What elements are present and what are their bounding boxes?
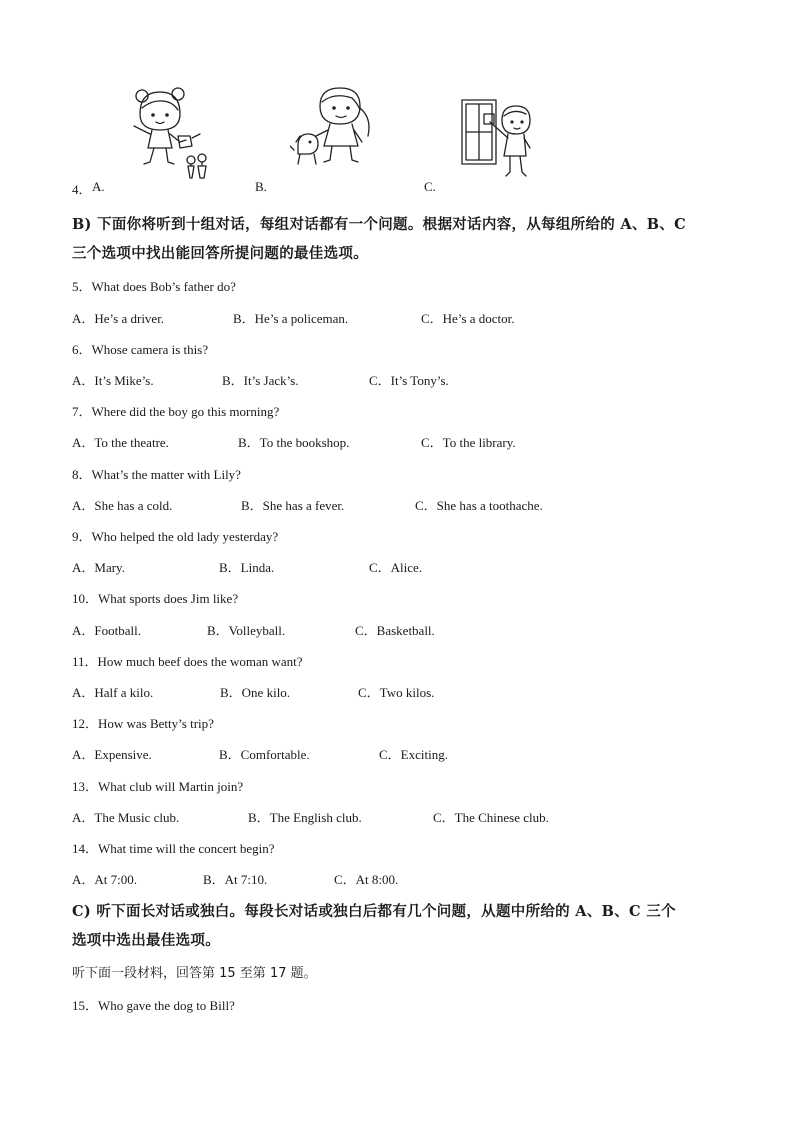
q11-option-a: A．Half a kilo.: [72, 685, 154, 700]
q14-option-a: A．At 7:00.: [72, 872, 138, 887]
q13-option-c: C．The Chinese club.: [433, 810, 549, 825]
q4-option-a: A.: [92, 179, 105, 194]
q9-option-a: A．Mary.: [72, 560, 125, 575]
q5-option-a: A．He’s a driver.: [72, 311, 165, 326]
question-13: 13．What club will Martin join?: [72, 779, 244, 794]
q8-option-c: C．She has a toothache.: [415, 498, 543, 513]
question-5: 5．What does Bob’s father do?: [72, 279, 236, 294]
section-b-instruction-line2: 三个选项中找出能回答所提问题的最佳选项。: [72, 245, 368, 262]
q12-option-a: A．Expensive.: [72, 747, 152, 762]
q14-option-c: C．At 8:00.: [334, 872, 399, 887]
q13-option-a: A．The Music club.: [72, 810, 180, 825]
q5-option-c: C．He’s a doctor.: [421, 311, 515, 326]
q4-number: 4．: [72, 182, 92, 197]
girl-cleaning-window-image: [460, 98, 540, 182]
question-15: 15．Who gave the dog to Bill?: [72, 998, 235, 1013]
q12-option-b: B．Comfortable.: [219, 747, 310, 762]
q11-option-c: C．Two kilos.: [358, 685, 435, 700]
q4-option-c: C.: [424, 179, 436, 194]
question-9: 9．Who helped the old lady yesterday?: [72, 529, 279, 544]
listening-material-instruction: 听下面一段材料，回答第 15 至第 17 题。: [72, 966, 317, 981]
q7-option-b: B．To the bookshop.: [238, 435, 350, 450]
question-14: 14．What time will the concert begin?: [72, 841, 275, 856]
q6-option-c: C．It’s Tony’s.: [369, 373, 449, 388]
section-c-instruction-line2: 选项中选出最佳选项。: [72, 932, 220, 949]
question-10: 10．What sports does Jim like?: [72, 591, 239, 606]
q6-option-a: A．It’s Mike’s.: [72, 373, 154, 388]
q10-option-a: A．Football.: [72, 623, 141, 638]
q4-option-b: B.: [255, 179, 267, 194]
q9-option-b: B．Linda.: [219, 560, 275, 575]
question-8: 8．What’s the matter with Lily?: [72, 467, 241, 482]
q14-option-b: B．At 7:10.: [203, 872, 268, 887]
question-11: 11．How much beef does the woman want?: [72, 654, 303, 669]
q6-option-b: B．It’s Jack’s.: [222, 373, 299, 388]
girl-with-dog-image: [290, 84, 386, 168]
q10-option-c: C．Basketball.: [355, 623, 435, 638]
q11-option-b: B．One kilo.: [220, 685, 291, 700]
q7-option-a: A．To the theatre.: [72, 435, 169, 450]
q7-option-c: C．To the library.: [421, 435, 516, 450]
q12-option-c: C．Exciting.: [379, 747, 448, 762]
girl-watering-flowers-image: [128, 86, 212, 182]
q8-option-a: A．She has a cold.: [72, 498, 173, 513]
q10-option-b: B．Volleyball.: [207, 623, 286, 638]
question-12: 12．How was Betty’s trip?: [72, 716, 214, 731]
section-b-instruction-line1: B) 下面你将听到十组对话，每组对话都有一个问题。根据对话内容，从每组所给的 A、B、C: [72, 216, 686, 233]
q5-option-b: B．He’s a policeman.: [233, 311, 349, 326]
section-c-instruction-line1: C) 听下面长对话或独白。每段长对话或独白后都有几个问题，从题中所给的 A、B、C 三个: [72, 903, 676, 920]
q8-option-b: B．She has a fever.: [241, 498, 345, 513]
q9-option-c: C．Alice.: [369, 560, 423, 575]
question-6: 6．Whose camera is this?: [72, 342, 209, 357]
question-7: 7．Where did the boy go this morning?: [72, 404, 280, 419]
q13-option-b: B．The English club.: [248, 810, 362, 825]
